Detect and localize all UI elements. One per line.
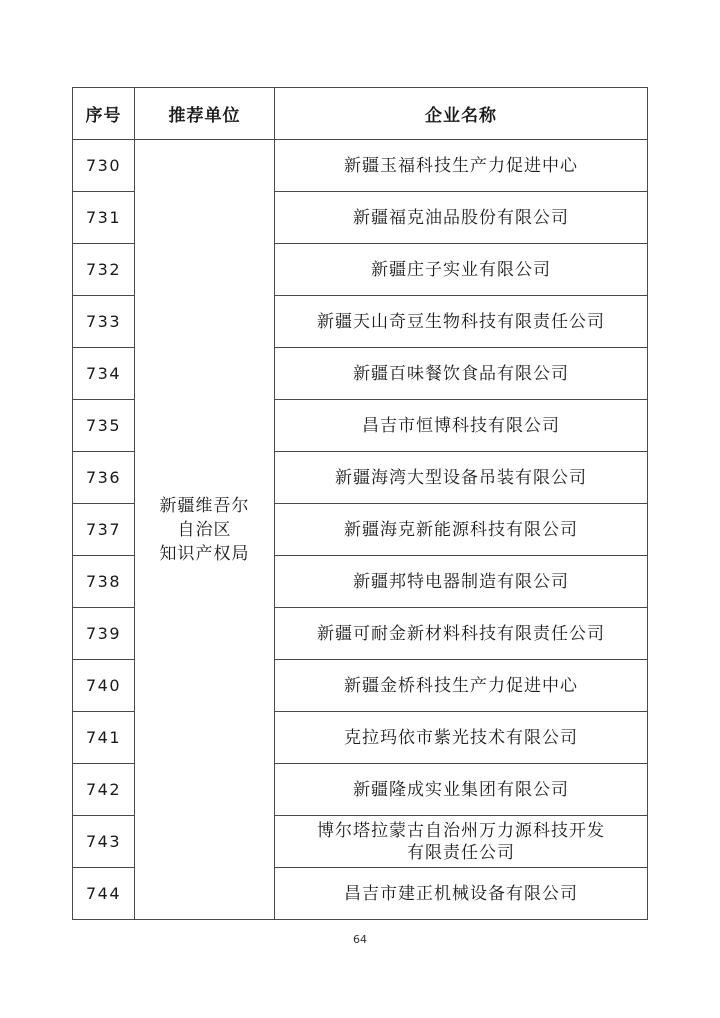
header-company: 企业名称 <box>275 88 648 140</box>
row-seq: 737 <box>73 504 135 556</box>
row-company: 昌吉市恒博科技有限公司 <box>275 400 648 452</box>
unit-line: 自治区 <box>177 519 232 540</box>
row-company: 新疆天山奇豆生物科技有限责任公司 <box>275 296 648 348</box>
row-company: 新疆玉福科技生产力促进中心 <box>275 140 648 192</box>
row-seq: 742 <box>73 764 135 816</box>
company-line: 博尔塔拉蒙古自治州万力源科技开发 <box>317 820 605 841</box>
row-company: 新疆隆成实业集团有限公司 <box>275 764 648 816</box>
row-seq: 734 <box>73 348 135 400</box>
table-row <box>73 140 648 192</box>
row-seq: 739 <box>73 608 135 660</box>
header-seq: 序号 <box>73 88 135 140</box>
row-seq: 738 <box>73 556 135 608</box>
row-company: 新疆邦特电器制造有限公司 <box>275 556 648 608</box>
row-company: 昌吉市建正机械设备有限公司 <box>275 868 648 920</box>
row-seq: 743 <box>73 816 135 868</box>
unit-line: 知识产权局 <box>159 543 250 564</box>
row-company: 新疆庄子实业有限公司 <box>275 244 648 296</box>
unit-line: 新疆维吾尔 <box>159 495 250 516</box>
row-seq: 731 <box>73 192 135 244</box>
table-header-row <box>73 88 648 140</box>
row-seq: 732 <box>73 244 135 296</box>
row-seq: 733 <box>73 296 135 348</box>
row-seq: 740 <box>73 660 135 712</box>
company-line: 有限责任公司 <box>407 842 515 863</box>
row-seq: 741 <box>73 712 135 764</box>
row-company: 克拉玛依市紫光技术有限公司 <box>275 712 648 764</box>
recommending-unit <box>135 140 275 920</box>
row-company <box>275 816 648 868</box>
row-company: 新疆福克油品股份有限公司 <box>275 192 648 244</box>
row-seq: 744 <box>73 868 135 920</box>
row-seq: 730 <box>73 140 135 192</box>
header-unit: 推荐单位 <box>135 88 275 140</box>
row-company: 新疆可耐金新材料科技有限责任公司 <box>275 608 648 660</box>
row-seq: 735 <box>73 400 135 452</box>
row-seq: 736 <box>73 452 135 504</box>
row-company: 新疆海克新能源科技有限公司 <box>275 504 648 556</box>
row-company: 新疆海湾大型设备吊装有限公司 <box>275 452 648 504</box>
row-company: 新疆百味餐饮食品有限公司 <box>275 348 648 400</box>
enterprise-list-table <box>72 87 648 920</box>
page-number: 64 <box>353 933 367 946</box>
row-company: 新疆金桥科技生产力促进中心 <box>275 660 648 712</box>
